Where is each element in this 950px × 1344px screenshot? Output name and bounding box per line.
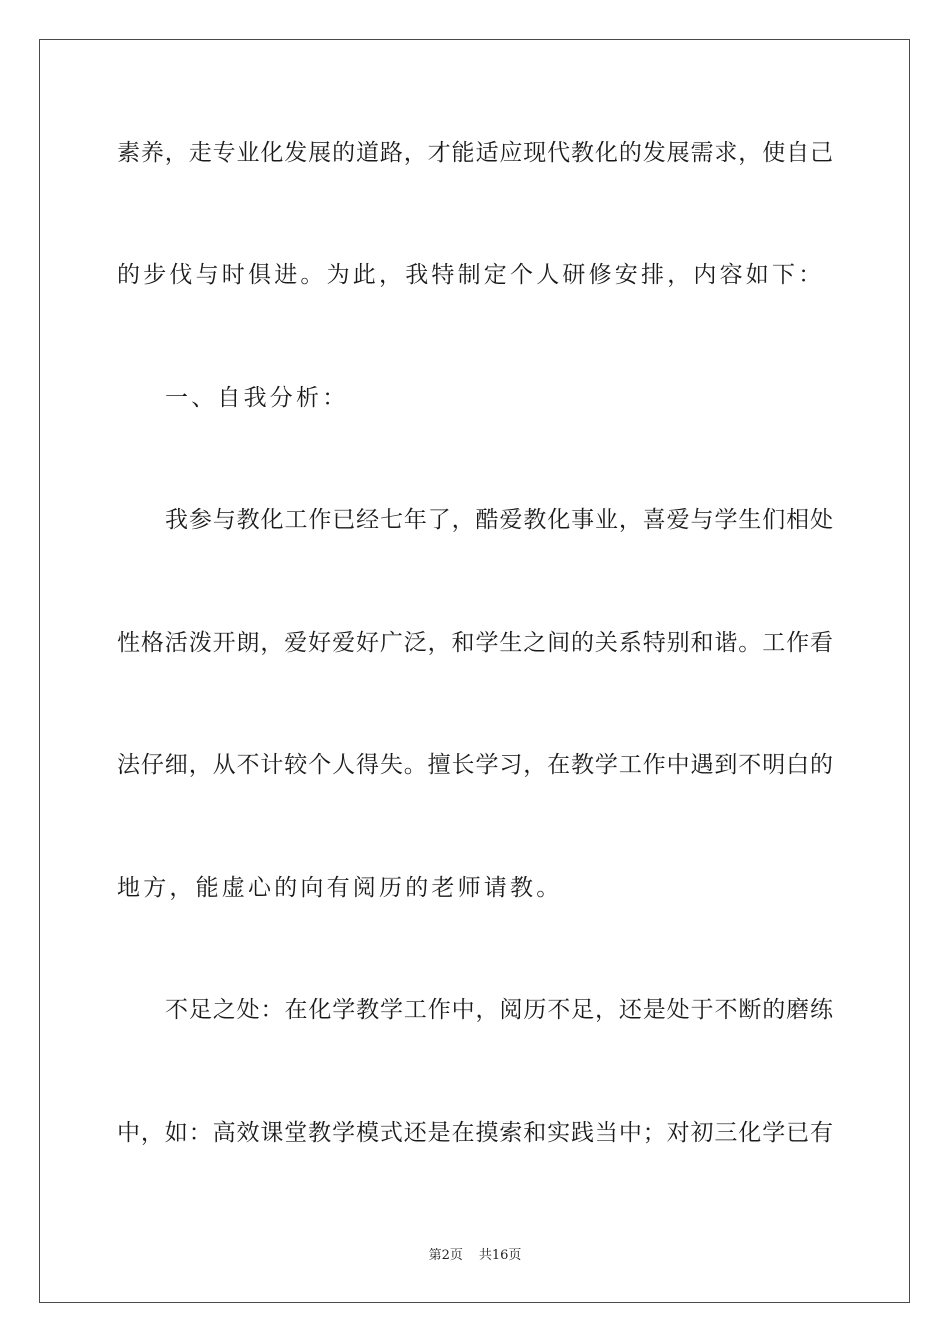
text-line: 性格活泼开朗，爱好爱好广泛，和学生之间的关系特别和谐。工作看 xyxy=(117,630,833,656)
text-line: 素养，走专业化发展的道路，才能适应现代教化的发展需求，使自己 xyxy=(117,140,833,166)
text-line: 不足之处：在化学教学工作中，阅历不足，还是处于不断的磨练 xyxy=(165,997,833,1023)
page-number: 第2页 xyxy=(428,1248,463,1263)
text-line: 中，如：高效课堂教学模式还是在摸索和实践当中；对初三化学已有 xyxy=(117,1120,833,1146)
page-border xyxy=(39,39,910,1303)
section-heading: 一、自我分析： xyxy=(165,385,349,411)
text-line: 地方，能虚心的向有阅历的老师请教。 xyxy=(117,875,563,901)
text-line: 我参与教化工作已经七年了，酷爱教化事业，喜爱与学生们相处 xyxy=(165,507,833,533)
text-line: 法仔细，从不计较个人得失。擅长学习，在教学工作中遇到不明白的 xyxy=(117,752,833,778)
page-footer xyxy=(0,1247,950,1265)
page-total: 共16页 xyxy=(478,1248,522,1263)
text-line: 的步伐与时俱进。为此，我特制定个人研修安排，内容如下： xyxy=(117,262,825,288)
